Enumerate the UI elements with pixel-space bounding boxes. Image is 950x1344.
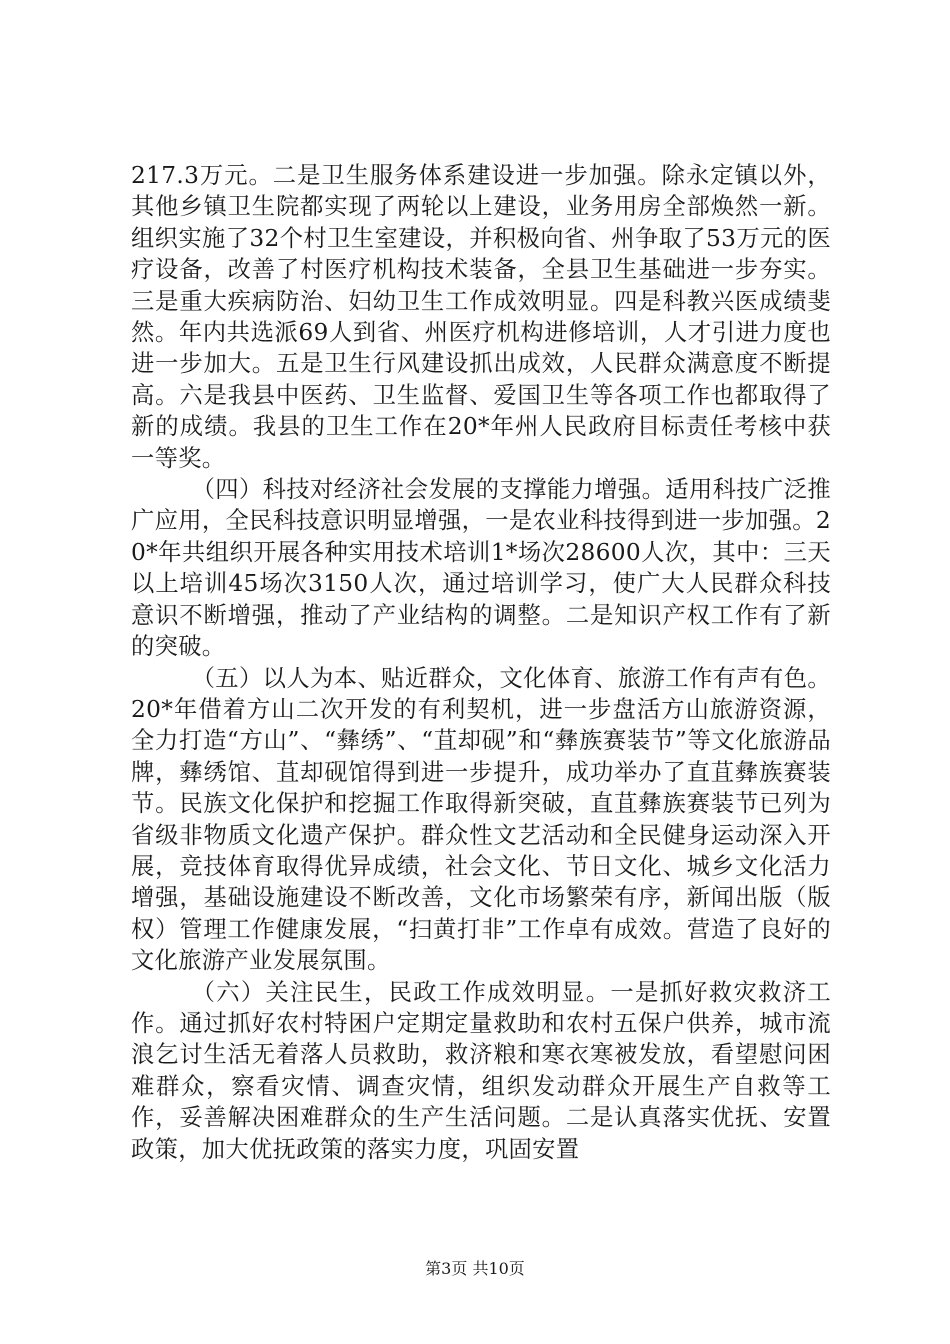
paragraph-health: 217.3万元。二是卫生服务体系建设进一步加强。除永定镇以外，其他乡镇卫生院都实现了两轮以上建设，业务用房全部焕然一新。组织实施了32个村卫生室建设，并积极向省、州争取了53万元的医疗设备，改善了村医疗机构技术装备，全县卫生基础进一步夯实。三是重大疾病防治、妇幼卫生工作成效明显。四是科教兴医成绩斐然。年内共选派69人到省、州医疗机构进修培训，人才引进力度也进一步加大。五是卫生行风建设抓出成效，人民群众满意度不断提高。六是我县中医药、卫生监督、爱国卫生等各项工作也都取得了新的成绩。我县的卫生工作在20*年州人民政府目标责任考核中获一等奖。 [131,162,831,472]
page-number-footer: 第3页 共10页 [425,1259,525,1278]
paragraph-civil-affairs: （六）关注民生，民政工作成效明显。一是抓好救灾救济工作。通过抓好农村特困户定期定量救助和农村五保户供养，城市流浪乞讨生活无着落人员救助，救济粮和寒衣寒被发放，看望慰问困难群众，察看灾情、调查灾情，组织发动群众开展生产自救等工作，妥善解决困难群众的生产生活问题。二是认真落实优抚、安置政策，加大优抚政策的落实力度，巩固安置 [131,978,831,1163]
paragraph-culture-tourism: （五）以人为本、贴近群众，文化体育、旅游工作有声有色。20*年借着方山二次开发的有利契机，进一步盘活方山旅游资源，全力打造“方山”、“彝绣”、“苴却砚”和“彝族赛装节”等文化旅游品牌，彝绣馆、苴却砚馆得到进一步提升，成功举办了直苴彝族赛装节。民族文化保护和挖掘工作取得新突破，直苴彝族赛装节已列为省级非物质文化遗产保护。群众性文艺活动和全民健身运动深入开展，竞技体育取得优异成绩，社会文化、节日文化、城乡文化活力增强，基础设施建设不断改善，文化市场繁荣有序，新闻出版（版权）管理工作健康发展，“扫黄打非”工作卓有成效。营造了良好的文化旅游产业发展氛围。 [131,664,831,975]
body-text [131,160,831,1165]
paragraph-technology: （四）科技对经济社会发展的支撑能力增强。适用科技广泛推广应用，全民科技意识明显增强，一是农业科技得到进一步加强。20*年共组织开展各种实用技术培训1*场次28600人次，其中：三天以上培训45场次3150人次，通过培训学习，使广大人民群众科技意识不断增强，推动了产业结构的调整。二是知识产权工作有了新的突破。 [131,476,831,661]
